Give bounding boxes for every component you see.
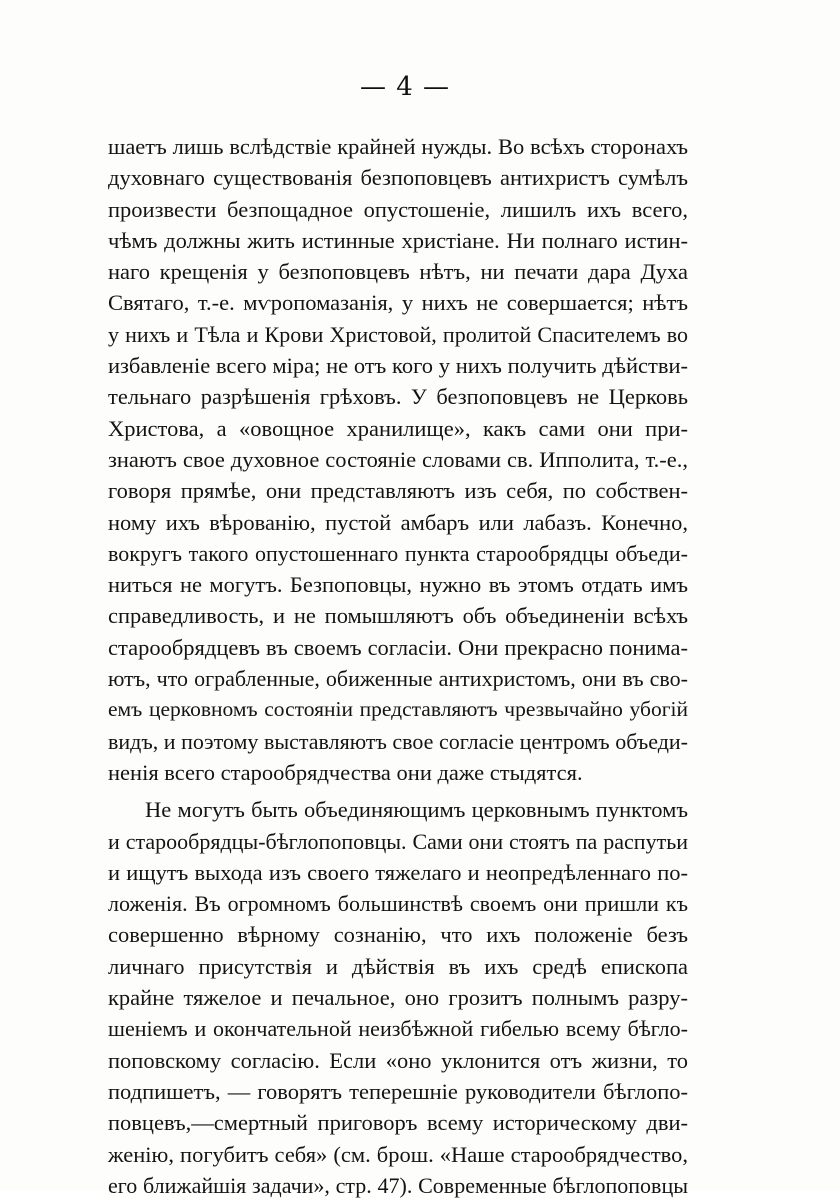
text-line: избавленіе всего міра; не отъ кого у нихъ получить дѣйстви- [108, 353, 688, 379]
text-line: подпишетъ, — говорятъ теперешніе руководители бѣглопо- [108, 1078, 688, 1104]
text-line: ложенія. Въ огромномъ большинствѣ своемъ они пришли къ [108, 891, 688, 917]
text-line: справедливость, и не помышляютъ объ объединеніи всѣхъ [108, 603, 688, 629]
text-line: и ищутъ выхода изъ своего тяжелаго и неопредѣленнаго по- [108, 859, 688, 885]
text-line: ненія всего старообрядчества они даже стыдятся. [108, 759, 583, 785]
text-line: повцевъ,—смертный приговоръ всему историческому дви- [108, 1110, 688, 1136]
body-text [108, 131, 688, 1201]
text-line: и старообрядцы-бѣглопоповцы. Сами они стоятъ па распутьи [108, 828, 688, 854]
text-line: у нихъ и Тѣла и Крови Христовой, пролитой Спасителемъ во [108, 321, 688, 347]
text-line: Не могутъ быть объединяющимъ церковнымъ пунктомъ [145, 797, 688, 823]
text-line: ному ихъ вѣрованію, пустой амбаръ или лабазъ. Конечно, [108, 509, 688, 535]
text-line: духовнаго существованія безпоповцевъ антихристъ сумѣлъ [108, 165, 688, 191]
text-line: Христова, а «овощное хранилище», какъ сами они при- [108, 415, 688, 441]
text-line: знаютъ свое духовное состояніе словами св. Ипполита, т.-е., [108, 446, 688, 472]
text-line: емъ церковномъ состояніи представляютъ чрезвычайно убогій [108, 697, 688, 722]
text-line: поповскому согласію. Если «оно уклонится отъ жизни, то [108, 1047, 688, 1073]
text-line: старообрядцевъ въ своемъ согласіи. Они прекрасно понима- [108, 634, 688, 660]
text-line: наго крещенія у безпоповцевъ нѣтъ, ни печати дара Духа [108, 259, 688, 285]
text-line: шаетъ лишь вслѣдствіе крайней нужды. Во всѣхъ сторонахъ [108, 134, 688, 159]
text-line: Святаго, т.-е. мѵропомазанія, у нихъ не совершается; нѣтъ [108, 290, 688, 316]
text-line: ютъ, что ограбленные, обиженные антихристомъ, они въ сво- [108, 666, 688, 692]
paragraph [108, 794, 688, 1201]
text-line: личнаго присутствія и дѣйствія въ ихъ средѣ епископа [108, 953, 688, 979]
page-number: — 4 — [359, 72, 451, 102]
paragraph [108, 131, 688, 788]
text-line: видъ, и поэтому выставляютъ свое согласіе центромъ объеди- [108, 728, 688, 754]
text-line: женію, погубитъ себя» (см. брош. «Наше старообрядчество, [108, 1141, 688, 1167]
text-line: шеніемъ и окончательной неизбѣжной гибелью всему бѣгло- [108, 1016, 688, 1042]
text-line: ниться не могутъ. Безпоповцы, нужно въ этомъ отдать имъ [108, 572, 688, 598]
text-line: вокругъ такого опустошеннаго пункта старообрядцы объеди- [108, 540, 688, 566]
text-line: тельнаго разрѣшенія грѣховъ. У безпоповцевъ не Церковь [108, 384, 688, 410]
text-line: совершенно вѣрному сознанію, что ихъ положеніе безъ [108, 922, 688, 948]
text-line: чѣмъ должны жить истинные христіане. Ни полнаго истин- [108, 227, 688, 253]
text-line: крайне тяжелое и печальное, оно грозитъ полнымъ разру- [108, 985, 688, 1011]
text-line: его ближайшія задачи», стр. 47). Современные бѣглопоповцы [108, 1172, 688, 1198]
text-line: произвести безпощадное опустошеніе, лишилъ ихъ всего, [108, 196, 688, 222]
text-line: говоря прямѣе, они представляютъ изъ себя, по собствен- [108, 478, 688, 504]
